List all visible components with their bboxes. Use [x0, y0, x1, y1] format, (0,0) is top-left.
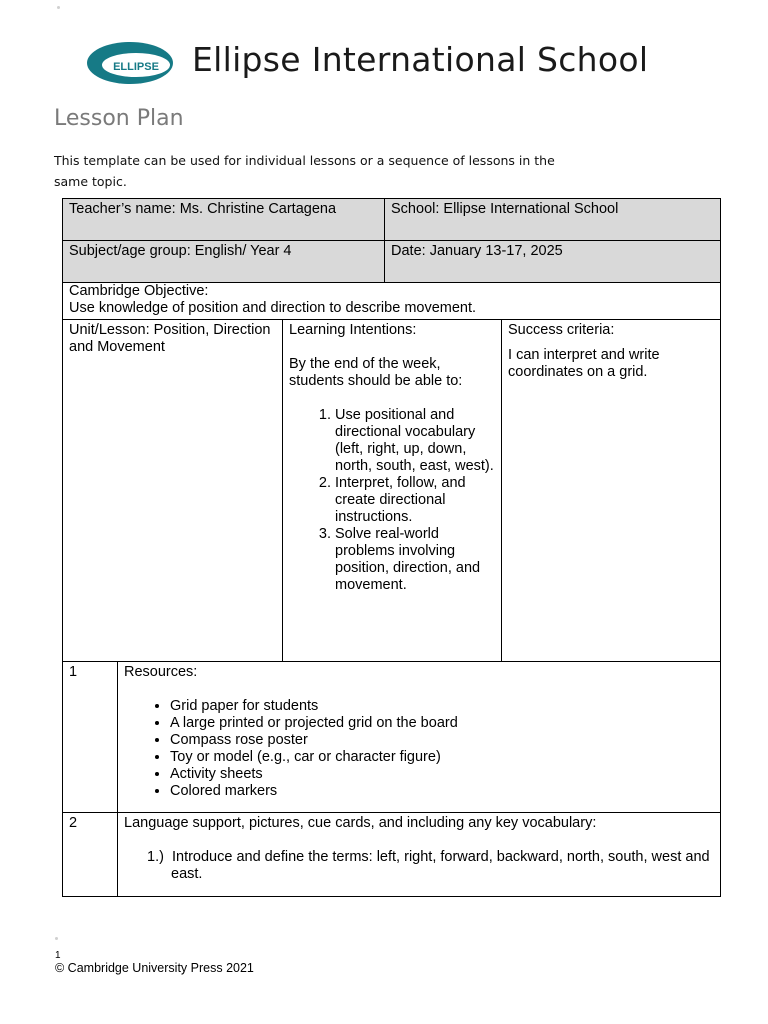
row-number: 2: [63, 813, 118, 897]
objective-cell: [63, 283, 721, 320]
list-item: • Colored markers: [170, 783, 714, 800]
success-label: Success criteria:: [508, 322, 615, 338]
list-item: 2. Interpret, follow, and create directional instructions.: [335, 475, 495, 526]
school-name: Ellipse International School: [192, 40, 649, 79]
teacher-name-cell: Teacher’s name: Ms. Christine Cartagena: [63, 199, 385, 241]
list-item: • Activity sheets: [170, 766, 714, 783]
page-number: 1: [55, 950, 61, 961]
list-item: • Toy or model (e.g., car or character figure): [170, 749, 714, 766]
decorative-dot-bottom: [55, 937, 58, 940]
learning-intro: By the end of the week, students should be able to:: [289, 356, 463, 389]
objective-label: Cambridge Objective:: [69, 283, 209, 299]
date-cell: Date: January 13-17, 2025: [385, 241, 721, 283]
learning-label: Learning Intentions:: [289, 322, 417, 338]
list-item: 1. Use positional and directional vocabulary (left, right, up, down, north, south, east, west).: [335, 407, 495, 475]
school-logo: [86, 41, 174, 85]
unit-cell: Unit/Lesson: Position, Direction and Movement: [63, 320, 283, 662]
copyright-notice: © Cambridge University Press 2021: [55, 961, 254, 975]
list-item: • A large printed or projected grid on the board: [170, 715, 714, 732]
intro-text: [54, 150, 574, 192]
objective-text: Use knowledge of position and direction to describe movement.: [69, 300, 477, 316]
language-support-cell: [118, 813, 721, 897]
school-cell: School: Ellipse International School: [385, 199, 721, 241]
resources-label: Resources:: [124, 664, 198, 680]
learning-list: [289, 407, 495, 594]
subject-cell: Subject/age group: English/ Year 4: [63, 241, 385, 283]
success-text: I can interpret and write coordinates on a grid.: [508, 347, 660, 380]
language-item: 1.) Introduce and define the terms: left, right, forward, backward, north, south, west and east.: [147, 849, 710, 882]
learning-intentions-cell: [283, 320, 502, 662]
decorative-dot-top: [57, 6, 60, 9]
intro-line: This template can be used for individual lessons or a sequence of lessons in the: [54, 153, 555, 168]
resources-list: [124, 698, 714, 800]
resources-cell: [118, 662, 721, 813]
language-label: Language support, pictures, cue cards, and including any key vocabulary:: [124, 815, 597, 831]
success-criteria-cell: [502, 320, 721, 662]
lesson-plan-table: [62, 198, 721, 897]
intro-line: same topic.: [54, 174, 127, 189]
list-item: 3. Solve real-world problems involving position, direction, and movement.: [335, 526, 495, 594]
row-number: 1: [63, 662, 118, 813]
list-item: • Grid paper for students: [170, 698, 714, 715]
logo-text: ELLIPSE: [113, 61, 159, 73]
page-header: [86, 38, 726, 88]
page-title: Lesson Plan: [54, 106, 184, 131]
list-item: • Compass rose poster: [170, 732, 714, 749]
